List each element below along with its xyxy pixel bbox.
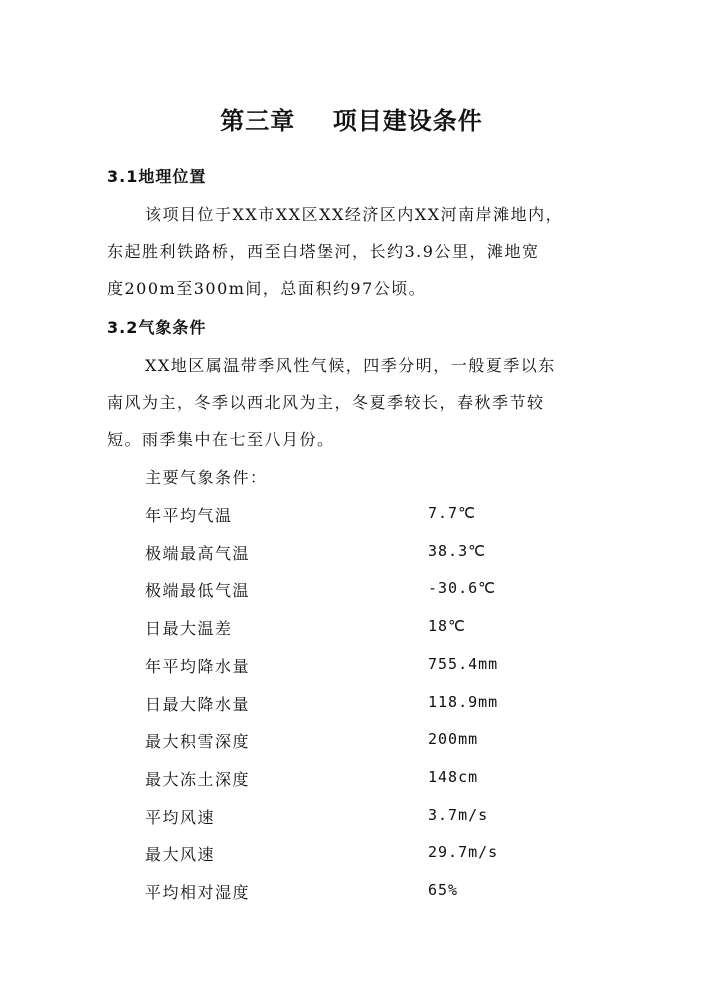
spec-label: 最大冻土深度	[145, 770, 251, 789]
spec-label: 平均相对湿度	[145, 883, 251, 902]
spec-label: 平均风速	[145, 808, 216, 827]
spec-label: 年平均气温	[145, 506, 233, 525]
spec-value: 200mm	[428, 730, 479, 748]
spec-value: -30.6℃	[428, 579, 496, 597]
paragraph-line: 南风为主，冬季以西北风为主，冬夏季较长，春秋季节较	[107, 393, 545, 412]
chapter-title: 第三章 项目建设条件	[220, 107, 483, 135]
paragraph-line: 度200m至300m间，总面积约97公顷。	[107, 279, 427, 298]
spec-label: 日最大温差	[145, 619, 233, 638]
spec-label: 日最大降水量	[145, 695, 251, 714]
spec-value: 65%	[428, 881, 459, 899]
spec-value: 18℃	[428, 617, 466, 635]
spec-value: 7.7℃	[428, 504, 476, 522]
section-heading-climate: 3.2气象条件	[107, 318, 207, 337]
spec-label: 最大积雪深度	[145, 732, 251, 751]
climate-intro: 主要气象条件：	[145, 468, 268, 487]
section-heading-location: 3.1地理位置	[107, 167, 207, 186]
paragraph-line: XX地区属温带季风性气候，四季分明，一般夏季以东	[145, 356, 556, 375]
spec-label: 极端最低气温	[145, 581, 251, 600]
spec-label: 最大风速	[145, 845, 216, 864]
spec-value: 29.7m/s	[428, 843, 499, 861]
spec-value: 3.7m/s	[428, 806, 489, 824]
paragraph-line: 该项目位于XX市XX区XX经济区内XX河南岸滩地内，	[145, 205, 564, 224]
spec-label: 年平均降水量	[145, 657, 251, 676]
spec-label: 极端最高气温	[145, 544, 251, 563]
spec-value: 148cm	[428, 768, 479, 786]
spec-value: 755.4mm	[428, 655, 499, 673]
paragraph-line: 东起胜利铁路桥，西至白塔堡河，长约3.9公里，滩地宽	[107, 242, 540, 261]
paragraph-line: 短。雨季集中在七至八月份。	[107, 430, 335, 449]
spec-value: 118.9mm	[428, 693, 499, 711]
spec-value: 38.3℃	[428, 542, 486, 560]
